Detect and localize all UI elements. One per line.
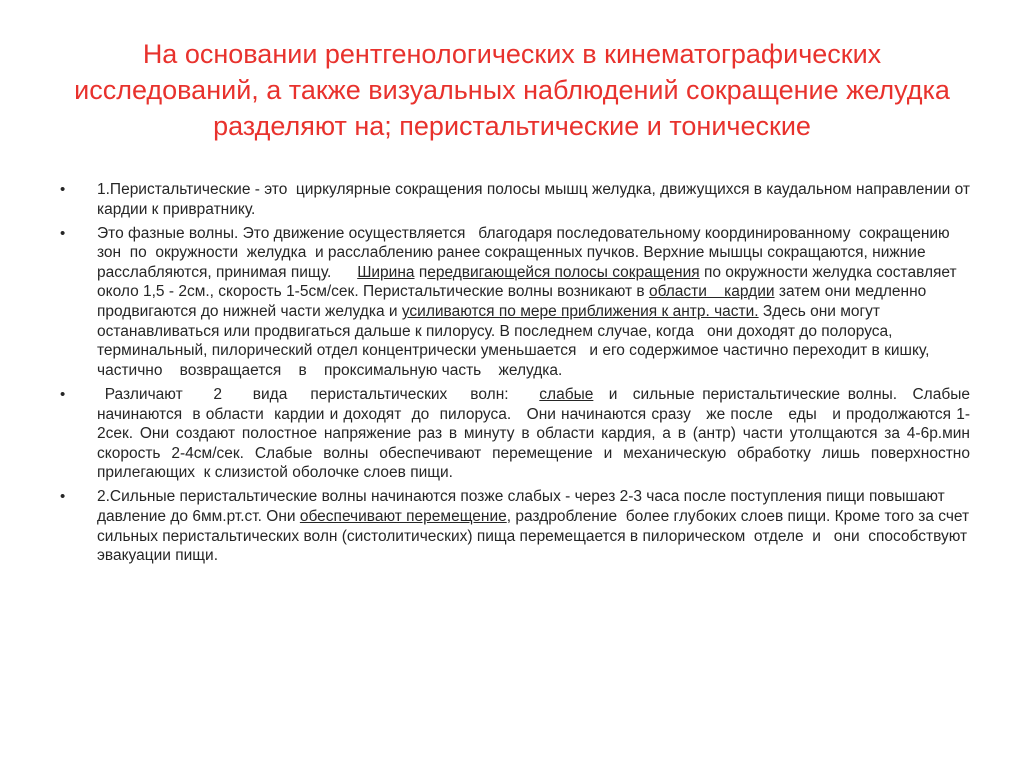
bullet-text: Это фазные волны. Это движение осуществляется благодаря последовательному координированному сокращению зон по окружности желудка и расслаблению ранее сокращенных пучков. Верхние мышцы сокращаются, нижние расслабляются, принимая пищу. xyxy=(97,224,959,281)
bullet-list xyxy=(60,180,979,570)
bullet-marker: • xyxy=(60,181,66,198)
bullet-item xyxy=(60,487,974,565)
underlined-text: области кардии xyxy=(648,283,775,301)
underlined-text: ередвигающейся полосы сокращения xyxy=(427,263,700,281)
bullet-item xyxy=(60,385,979,483)
bullet-marker: • xyxy=(60,224,66,242)
bullet-text: затем они медленно продвигаются до нижней части желудка и xyxy=(97,283,931,321)
bullet-marker: • xyxy=(60,385,66,403)
underlined-text: усиливаются по мере приближения к антр. части. xyxy=(401,303,759,321)
bullet-marker: • xyxy=(60,488,66,506)
slide-title: На основании рентгенологических в кинематографических исследований, а также визуальных наблюдений сокращение желудка разделяют на; перистальтические и тонические xyxy=(74,39,950,141)
underlined-text: Ширина xyxy=(357,263,415,281)
bullet-text: по окружности желудка составляет около 1,5 - 2см., скорость 1-5см/сек. Перистальтические волны возникают в xyxy=(97,263,961,301)
bullet-item xyxy=(60,180,975,219)
bullet-text: , раздробление более глубоких слоев пищи. Кроме того за счет сильных перистальтических волн (систолитических) пища перемещается в пилорическом отделе и они способствуют эвакуации пищи. xyxy=(97,508,974,565)
bullet-text: и сильные перистальтические волны. Слабые начинаются в области кардии и доходят до пилоруса. Они начинаются сразу же после еды и продолжаются 1-2сек. Они создают полостное напряжение раз в минуту в области кардия, а в (антр) части утолщаются за 4-6р.мин скорость 2-4см/сек. Слабые волны обеспечивают перемещение и механическую обработку лишь поверхностно прилегающих к слизистой оболочке слоев пищи. xyxy=(97,385,979,482)
bullet-text: Различают 2 вида перистальтических волн: xyxy=(97,385,540,403)
bullet-text: 2.Сильные перистальтические волны начинаются позже слабых - через 2-3 часа после поступления пищи повышают давление до 6мм.рт.ст. Они xyxy=(97,488,950,525)
bullet-item xyxy=(60,224,970,381)
underlined-text: обеспечивают перемещение xyxy=(299,508,507,525)
underlined-text: слабые xyxy=(539,385,594,403)
bullet-text: Здесь они могут останавливаться или продвигаться дальше к пилорусу. В последнем случае, когда они доходят до полоруса, терминальный, пилорический отдел концентрически уменьшается и его содержимое частично переходит в кишку, частично возвращается в проксимальную часть желудка. xyxy=(97,303,939,379)
bullet-text: п xyxy=(414,263,428,281)
bullet-text: 1.Перистальтические - это циркулярные сокращения полосы мышц желудка, движущихся в каудальном направлении от кардии к привратнику. xyxy=(97,181,975,218)
